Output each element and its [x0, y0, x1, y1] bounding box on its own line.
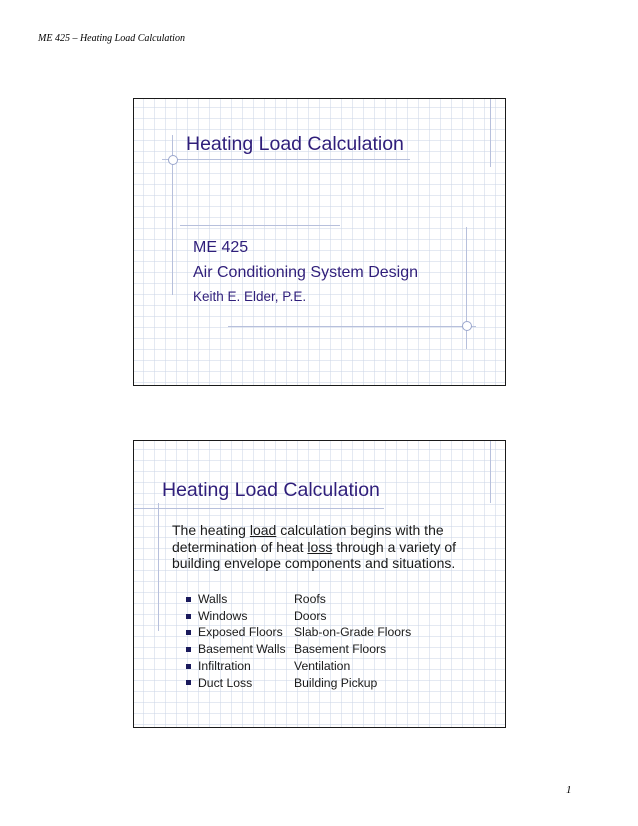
bullet-icon — [186, 614, 191, 619]
author-name: Keith E. Elder, P.E. — [193, 289, 307, 304]
slide-title: Heating Load Calculation — [186, 133, 404, 155]
slide-1 — [133, 98, 506, 386]
bullet-icon — [186, 664, 191, 669]
course-number: ME 425 — [193, 239, 249, 256]
page-header: ME 425 – Heating Load Calculation — [38, 33, 185, 44]
decorative-circle-icon — [168, 155, 178, 165]
bullet-list — [186, 591, 411, 691]
keyword-loss: loss — [307, 538, 333, 555]
keyword-load: load — [249, 522, 277, 538]
list-item: Duct Loss Building Pickup — [186, 675, 411, 692]
decorative-line — [158, 503, 159, 631]
slide-title: Heating Load Calculation — [162, 479, 380, 501]
decorative-line — [228, 326, 476, 327]
list-item: Windows Doors — [186, 608, 411, 625]
intro-paragraph: The heating load calculation begins with the determination of heat loss through a variety of building envelope components and situations. — [172, 522, 457, 572]
decorative-circle-icon — [462, 321, 472, 331]
decorative-line — [162, 159, 410, 160]
page-number: 1 — [566, 784, 572, 796]
decorative-line — [180, 225, 340, 226]
list-item: Infiltration Ventilation — [186, 658, 411, 675]
slide-2 — [133, 440, 506, 728]
decorative-line — [134, 508, 384, 509]
bullet-icon — [186, 680, 191, 685]
decorative-line — [490, 99, 491, 167]
list-item: Basement Walls Basement Floors — [186, 641, 411, 658]
bullet-icon — [186, 647, 191, 652]
course-title: Air Conditioning System Design — [193, 264, 418, 281]
bullet-icon — [186, 597, 191, 602]
decorative-line — [490, 441, 491, 503]
list-item: Walls Roofs — [186, 591, 411, 608]
bullet-icon — [186, 630, 191, 635]
list-item: Exposed Floors Slab-on-Grade Floors — [186, 624, 411, 641]
